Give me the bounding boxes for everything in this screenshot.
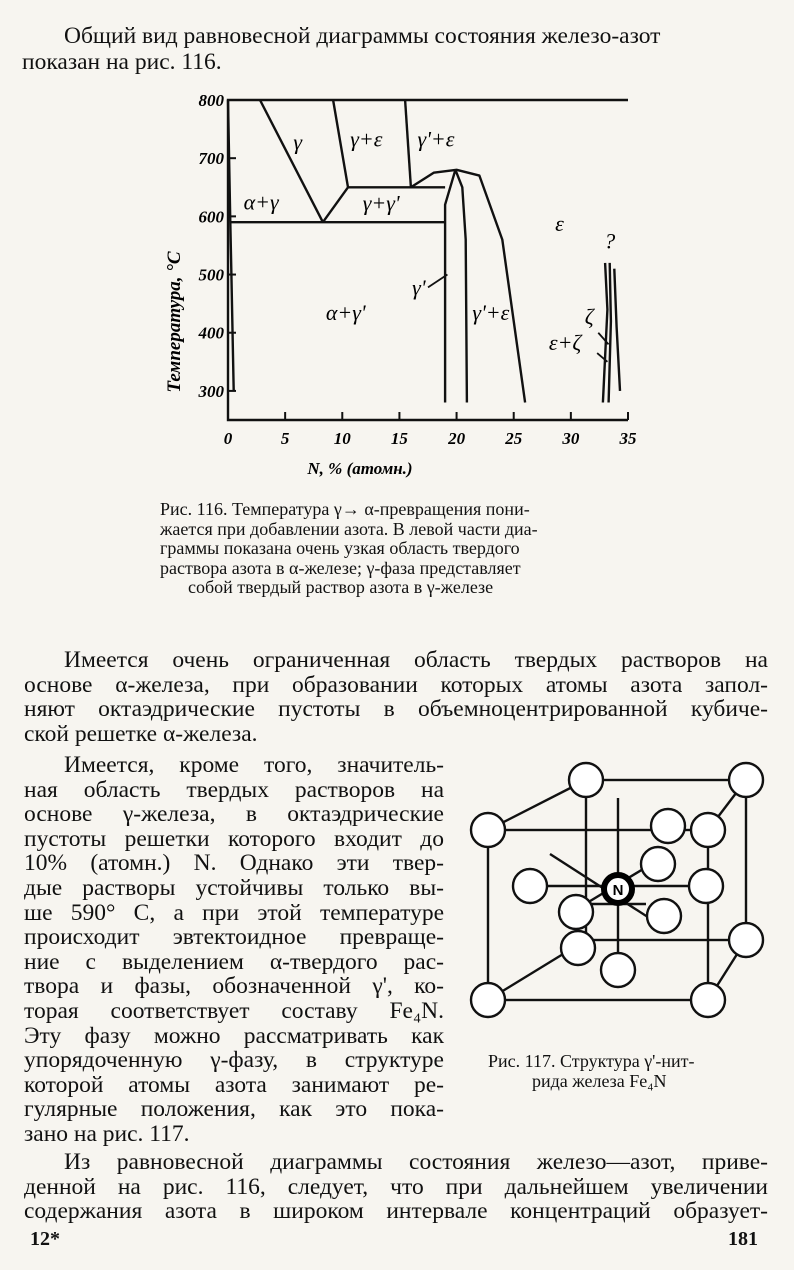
y-tick-label: 400 <box>198 323 224 343</box>
boundary-gamma-eps-right <box>405 100 411 187</box>
intro-line-1: Общий вид равновесной диаграммы состояния железо-азот <box>64 23 661 49</box>
text-line: зано на рис. 117. <box>24 1120 190 1147</box>
figure-116-caption <box>160 500 538 598</box>
phase-label: ε <box>555 210 564 236</box>
paragraph-alpha-iron <box>24 648 768 746</box>
iron-atom <box>471 813 505 847</box>
x-axis-label: N, % (атомн.) <box>307 459 413 478</box>
iron-atom <box>651 809 685 843</box>
text-line: содержания азота в широком интервале концентраций образует- <box>24 1198 768 1225</box>
boundary-zeta-3 <box>614 269 620 391</box>
signature-mark: 12* <box>30 1228 60 1250</box>
phase-label: α+γ <box>243 189 279 215</box>
boundary-zeta-1 <box>603 263 608 403</box>
x-tick-label: 10 <box>333 429 351 448</box>
text-line: дые растворы устойчивы только вы- <box>24 874 444 901</box>
y-tick-label: 600 <box>198 207 224 227</box>
iron-atom <box>729 923 763 957</box>
phase-label: γ+ε <box>350 126 383 152</box>
caption-line: Рис. 116. Температура γ→ α-превращения пони- <box>160 499 530 519</box>
fe4n-crystal-structure <box>458 758 778 1058</box>
phase-label: α+γ' <box>325 299 366 325</box>
y-tick-label: 800 <box>198 91 224 110</box>
iron-atom <box>559 895 593 929</box>
nitrogen-atom-label: N <box>612 882 624 899</box>
iron-atom <box>729 763 763 797</box>
x-tick-label: 0 <box>223 429 233 448</box>
iron-atom <box>641 847 675 881</box>
text-line: денной на рис. 116, следует, что при дальнейшем увеличении <box>24 1173 768 1200</box>
text-line: ской решетке α-железа. <box>24 720 258 747</box>
iron-atom <box>689 869 723 903</box>
figure-117-caption <box>488 1052 695 1091</box>
paragraph-gamma-iron <box>24 753 444 1147</box>
x-tick-label: 15 <box>390 429 408 448</box>
text-line: происходит эвтектоидное превраще- <box>24 924 444 951</box>
paragraph-conclusion <box>24 1150 768 1224</box>
phase-label: ε+ζ <box>548 330 582 356</box>
text-line: основе α-железа, при образовании которых атомы азота запол- <box>24 671 768 698</box>
phase-region-labels <box>244 127 616 362</box>
boundary-gamma-prime-right <box>455 170 467 403</box>
iron-atom <box>569 763 603 797</box>
iron-atom <box>561 931 595 965</box>
x-tick-label: 25 <box>505 429 523 448</box>
phase-label: ζ <box>584 304 594 329</box>
phase-label: γ' <box>412 274 426 300</box>
text-line: 10% (атомн.) N. Однако эти твер- <box>24 850 444 877</box>
iron-atom <box>601 953 635 987</box>
phase-label: γ'+ε <box>472 299 510 325</box>
text-line: Из равновесной диаграммы состояния железо—азот, приве- <box>64 1149 768 1175</box>
iron-atom <box>513 869 547 903</box>
text-line: упорядоченную γ-фазу, в структуре <box>24 1047 444 1074</box>
y-tick-label: 700 <box>198 149 224 169</box>
text-line: Имеется, кроме того, значитель- <box>64 752 444 778</box>
text-line: ше 590° С, а при этой температуре <box>24 899 444 926</box>
caption-line: жается при добавлении азота. В левой части диа- <box>160 518 538 539</box>
phase-label: ? <box>604 228 616 254</box>
phase-label: γ <box>293 129 303 155</box>
text-line: Эту фазу можно рассматривать как <box>24 1022 444 1049</box>
text-line: няют октаэдрические пустоты в объемноцентрированной кубиче- <box>24 696 768 723</box>
text-line: ная область твердых растворов на <box>24 776 444 803</box>
y-tick-label: 300 <box>198 381 224 401</box>
page-number: 181 <box>728 1228 758 1250</box>
x-tick-label: 20 <box>448 429 466 448</box>
text-line: ние с выделением α-твердого рас- <box>24 948 444 975</box>
text-line: пустоты решетки которого входит до <box>24 825 444 852</box>
intro-line-2: показан на рис. 116. <box>22 49 222 75</box>
caption-line: граммы показана очень узкая область твердого <box>160 538 520 559</box>
boundary-epsilon-solvus <box>411 170 525 403</box>
iron-atom <box>691 813 725 847</box>
y-axis-label: Температура, °С <box>164 251 185 393</box>
boundary-gamma-right <box>323 100 348 222</box>
boundary-gamma-prime-left <box>445 170 455 403</box>
iron-atom <box>471 983 505 1017</box>
iron-atom <box>647 899 681 933</box>
text-line: торая соответствует составу Fe₄N. <box>24 997 444 1024</box>
phase-label: γ'+ε <box>417 126 455 152</box>
y-tick-label: 500 <box>198 265 224 285</box>
text-line: твора и фазы, обозначенной γ', ко- <box>24 973 444 1000</box>
text-line: которой атомы азота занимают ре- <box>24 1071 444 1098</box>
text-line: гулярные положения, как это пока- <box>24 1096 444 1123</box>
iron-atom <box>691 983 725 1017</box>
phase-label: γ+γ' <box>362 190 400 216</box>
caption-line: Рис. 117. Структура γ'-нит- <box>488 1051 695 1071</box>
text-line: основе γ-железа, в октаэдрические <box>24 801 444 828</box>
text-line: Имеется очень ограниченная область твердых растворов на <box>64 647 768 673</box>
caption-line: собой твердый раствор азота в γ-железе <box>188 577 494 598</box>
boundary-zeta-2 <box>609 263 611 403</box>
x-tick-label: 30 <box>562 429 580 448</box>
x-tick-label: 35 <box>619 429 637 448</box>
caption-line: раствора азота в α-железе; γ-фаза представляет <box>160 557 521 578</box>
phase-diagram-fe-n <box>150 82 650 482</box>
x-tick-label: 5 <box>280 429 290 448</box>
caption-line: рида железа Fe₄N <box>532 1070 667 1091</box>
